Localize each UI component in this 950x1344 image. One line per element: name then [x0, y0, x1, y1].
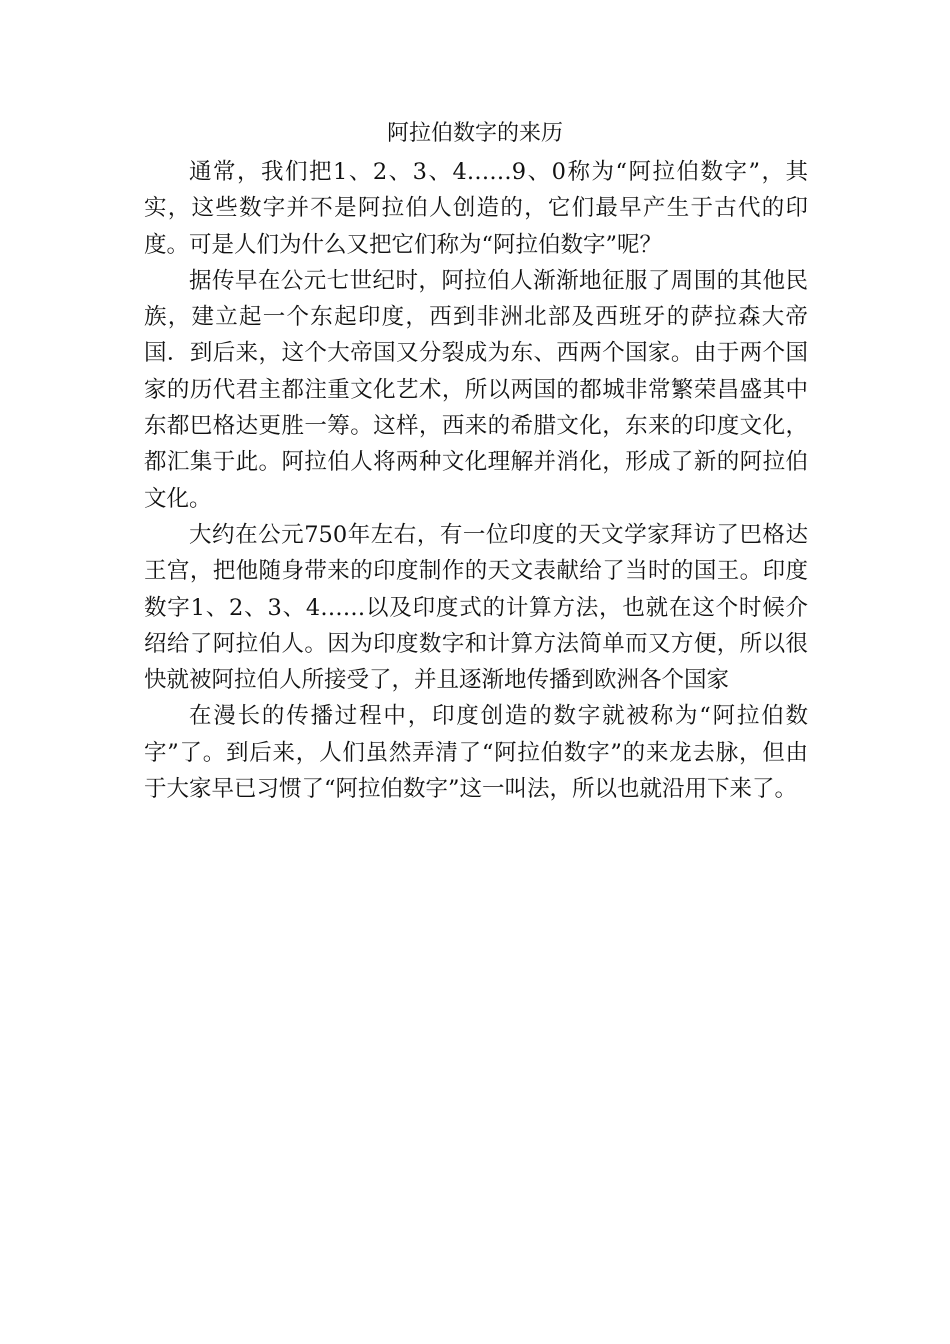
paragraph-2: 据传早在公元七世纪时，阿拉伯人渐渐地征服了周围的其他民族，建立起一个东起印度，西到非洲北部及西班牙的萨拉森大帝国．到后来，这个大帝国又分裂成为东、西两个国家。由于两个国家的历代君主都注重文化艺术，所以两国的都城非常繁荣昌盛其中东都巴格达更胜一筹。这样，西来的希腊文化，东来的印度文化，都汇集于此。阿拉伯人将两种文化理解并消化，形成了新的阿拉伯文化。: [144, 267, 808, 512]
paragraph-3: 大约在公元750年左右，有一位印度的天文学家拜访了巴格达王宫，把他随身带来的印度制作的天文表献给了当时的国王。印度数字1、2、3、4……以及印度式的计算方法，也就在这个时候介绍给了阿拉伯人。因为印度数字和计算方法简单而又方便，所以很快就被阿拉伯人所接受了，并且逐渐地传播到欧洲各个国家: [144, 521, 808, 694]
document-body: [144, 154, 808, 807]
paragraph-1: 通常，我们把1、2、3、4……9、0称为“阿拉伯数字”，其实，这些数字并不是阿拉伯人创造的，它们最早产生于古代的印度。可是人们为什么又把它们称为“阿拉伯数字”呢？: [144, 159, 808, 258]
page-title: 阿拉伯数字的来历: [386, 121, 563, 146]
paragraph-4: 在漫长的传播过程中，印度创造的数字就被称为“阿拉伯数字”了。到后来，人们虽然弄清了“阿拉伯数字”的来龙去脉，但由于大家早已习惯了“阿拉伯数字”这一叫法，所以也就沿用下来了。: [144, 703, 808, 803]
